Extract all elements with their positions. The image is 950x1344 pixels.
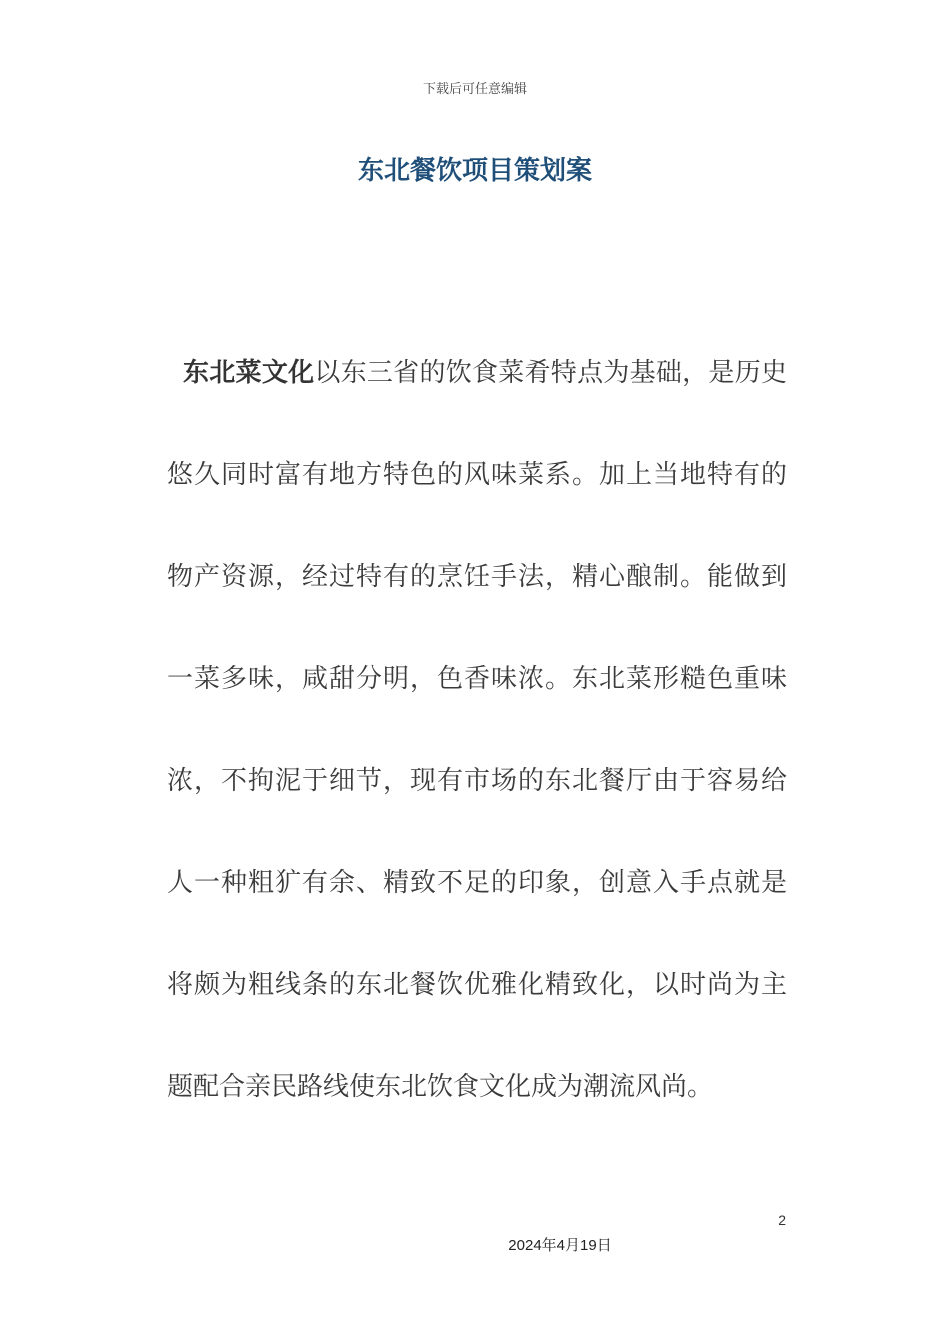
document-title: 东北餐饮项目策划案 bbox=[357, 156, 592, 186]
body-text: 以东三省的饮食菜肴特点为基础，是历史悠久同时富有地方特色的风味菜系。加上当地特有的物产资源，经过特有的烹饪手法，精心酿制。能做到一菜多味，咸甜分明，色香味浓。东北菜形糙色重味浓，不拘泥于细节，现有市场的东北餐厅由于容易给人一种粗犷有余、精致不足的印象，创意入手点就是将颇为粗线条的东北餐饮优雅化精致化，以时尚为主题配合亲民路线使东北饮食文化成为潮流风尚。 bbox=[167, 358, 787, 1102]
body-paragraph bbox=[167, 322, 787, 1138]
lead-phrase: 东北菜文化 bbox=[183, 358, 315, 388]
page-number: 2 bbox=[778, 1212, 786, 1228]
header-note: 下载后可任意编辑 bbox=[422, 82, 527, 97]
footer-date: 2024年4月19日 bbox=[508, 1237, 612, 1254]
